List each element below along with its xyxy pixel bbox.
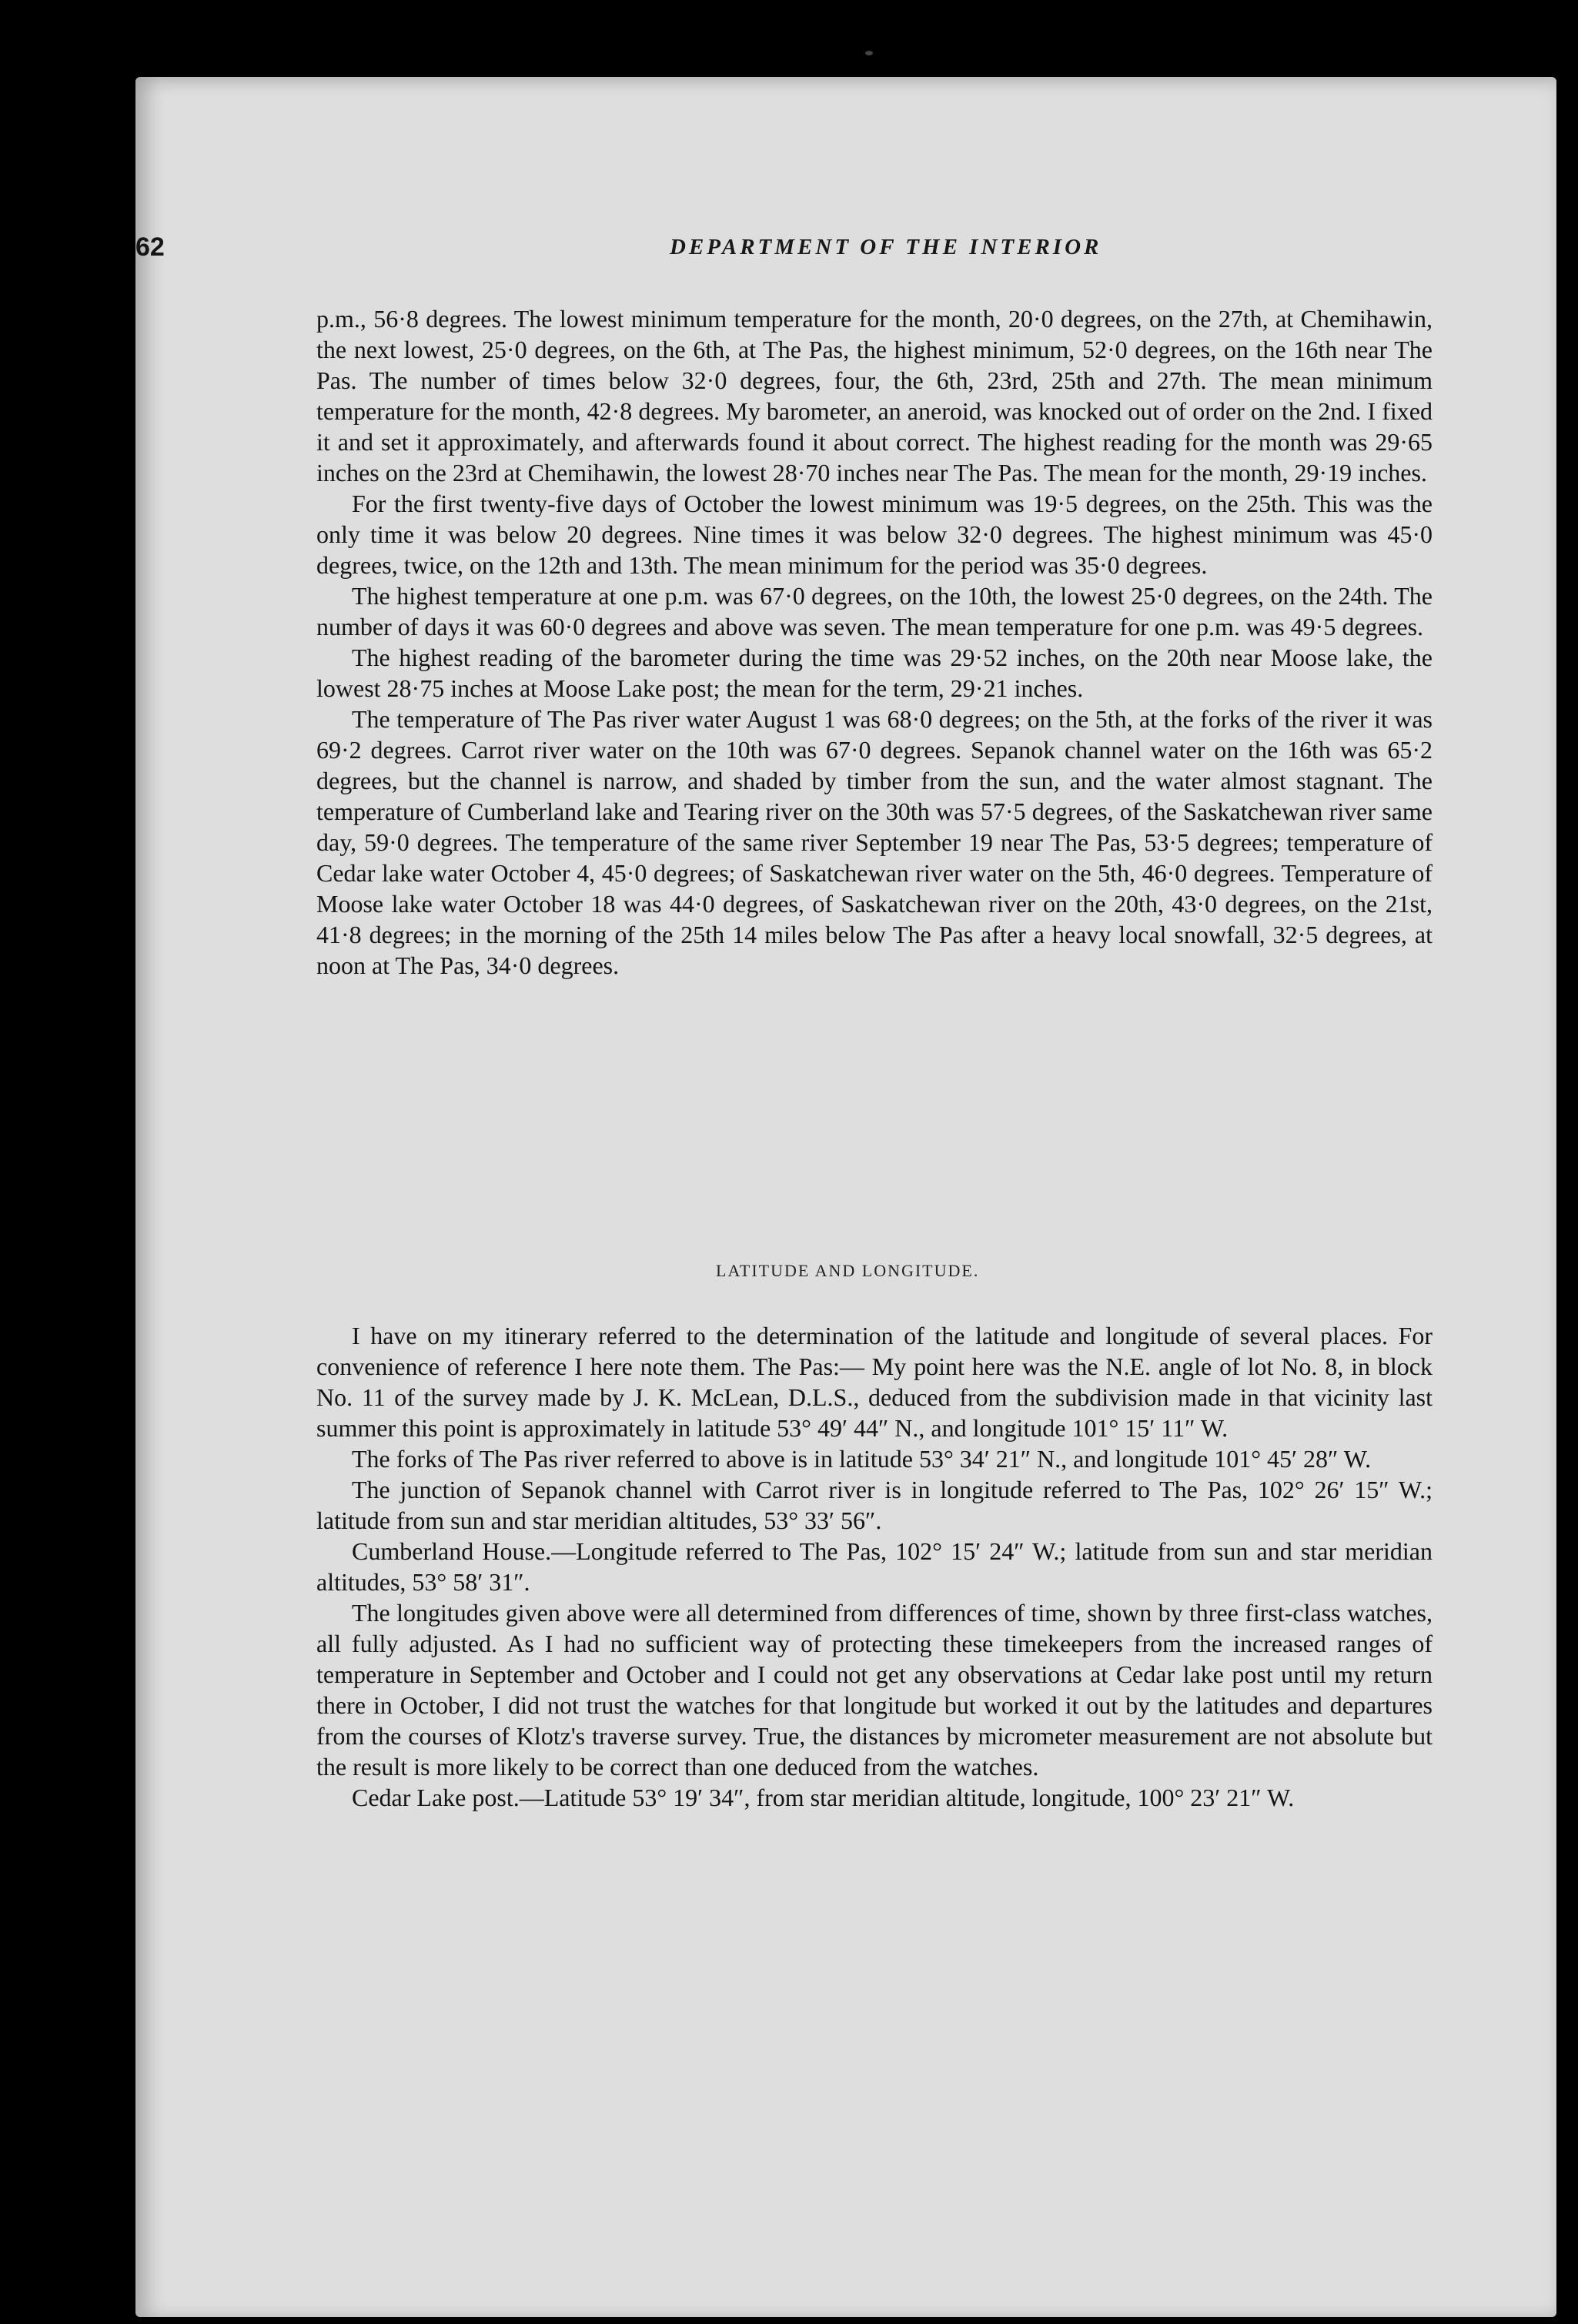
running-head: DEPARTMENT OF THE INTERIOR	[670, 235, 1102, 259]
page-number: 62	[135, 232, 165, 262]
latitude-longitude-text	[316, 1320, 1433, 1813]
scan-mark	[865, 51, 873, 55]
paragraph: I have on my itinerary referred to the determination of the latitude and longitude of several places. For convenience of reference I here note them. The Pas:— My point here was the N.E. angle of lot No. 8, in block No. 11 of the survey made by J. K. McLean, D.L.S., deduced from the subdivision made in that vicinity last summer this point is approximately in latitude 53° 49′ 44″ N., and longitude 101° 15′ 11″ W.	[316, 1322, 1433, 1442]
paragraph: The highest temperature at one p.m. was 67·0 degrees, on the 10th, the lowest 25·0 degrees, on the 24th. The number of days it was 60·0 degrees and above was seven. The mean temperature for one p.m. was 49·5 degrees.	[316, 582, 1433, 640]
paragraph: Cedar Lake post.—Latitude 53° 19′ 34″, from star meridian altitude, longitude, 100° 23′ 21″ W.	[352, 1784, 1295, 1811]
paragraph: The junction of Sepanok channel with Carrot river is in longitude referred to The Pas, 102° 26′ 15″ W.; latitude from sun and star meridian altitudes, 53° 33′ 56″.	[316, 1476, 1433, 1534]
paragraph: p.m., 56·8 degrees. The lowest minimum temperature for the month, 20·0 degrees, on the 27th, at Chemihawin, the next lowest, 25·0 degrees, on the 6th, at The Pas, the highest minimum, 52·0 degrees, on the 16th near The Pas. The number of times below 32·0 degrees, four, the 6th, 23rd, 25th and 27th. The mean minimum temperature for the month, 42·8 degrees. My barometer, an aneroid, was knocked out of order on the 2nd. I fixed it and set it approximately, and afterwards found it about correct. The highest reading for the month was 29·65 inches on the 23rd at Chemihawin, the lowest 28·70 inches near The Pas. The mean for the month, 29·19 inches.	[316, 305, 1433, 487]
weather-observations-text	[316, 303, 1433, 981]
paragraph: The temperature of The Pas river water August 1 was 68·0 degrees; on the 5th, at the forks of the river it was 69·2 degrees. Carrot river water on the 10th was 67·0 degrees. Sepanok channel water on the 16th was 65·2 degrees, but the channel is narrow, and shaded by timber from the sun, and the water almost stagnant. The temperature of Cumberland lake and Tearing river on the 30th was 57·5 degrees, of the Saskatchewan river same day, 59·0 degrees. The temperature of the same river September 19 near The Pas, 53·5 degrees; temperature of Cedar lake water October 4, 45·0 degrees; of Saskatchewan river water on the 5th, 46·0 degrees. Temperature of Moose lake water October 18 was 44·0 degrees, of Saskatchewan river on the 20th, 43·0 degrees, on the 21st, 41·8 degrees; in the morning of the 25th 14 miles below The Pas after a heavy local snowfall, 32·5 degrees, at noon at The Pas, 34·0 degrees.	[316, 705, 1433, 979]
paragraph: The longitudes given above were all determined from differences of time, shown by three first-class watches, all fully adjusted. As I had no sufficient way of protecting these timekeepers from the increased ranges of temperature in September and October and I could not get any observations at Cedar lake post until my return there in October, I did not trust the watches for that longitude but worked it out by the latitudes and departures from the courses of Klotz's traverse survey. True, the distances by micrometer measurement are not absolute but the result is more likely to be correct than one deduced from the watches.	[316, 1599, 1433, 1781]
section-title: LATITUDE AND LONGITUDE.	[716, 1261, 980, 1280]
paragraph: For the first twenty-five days of October the lowest minimum was 19·5 degrees, on the 25th. This was the only time it was below 20 degrees. Nine times it was below 32·0 degrees. The highest minimum was 45·0 degrees, twice, on the 12th and 13th. The mean minimum for the period was 35·0 degrees.	[316, 490, 1433, 579]
paragraph: Cumberland House.—Longitude referred to The Pas, 102° 15′ 24″ W.; latitude from sun and star meridian altitudes, 53° 58′ 31″.	[316, 1537, 1433, 1596]
paragraph: The forks of The Pas river referred to above is in latitude 53° 34′ 21″ N., and longitude 101° 45′ 28″ W.	[352, 1445, 1372, 1473]
paragraph: The highest reading of the barometer during the time was 29·52 inches, on the 20th near Moose lake, the lowest 28·75 inches at Moose Lake post; the mean for the term, 29·21 inches.	[316, 644, 1433, 702]
